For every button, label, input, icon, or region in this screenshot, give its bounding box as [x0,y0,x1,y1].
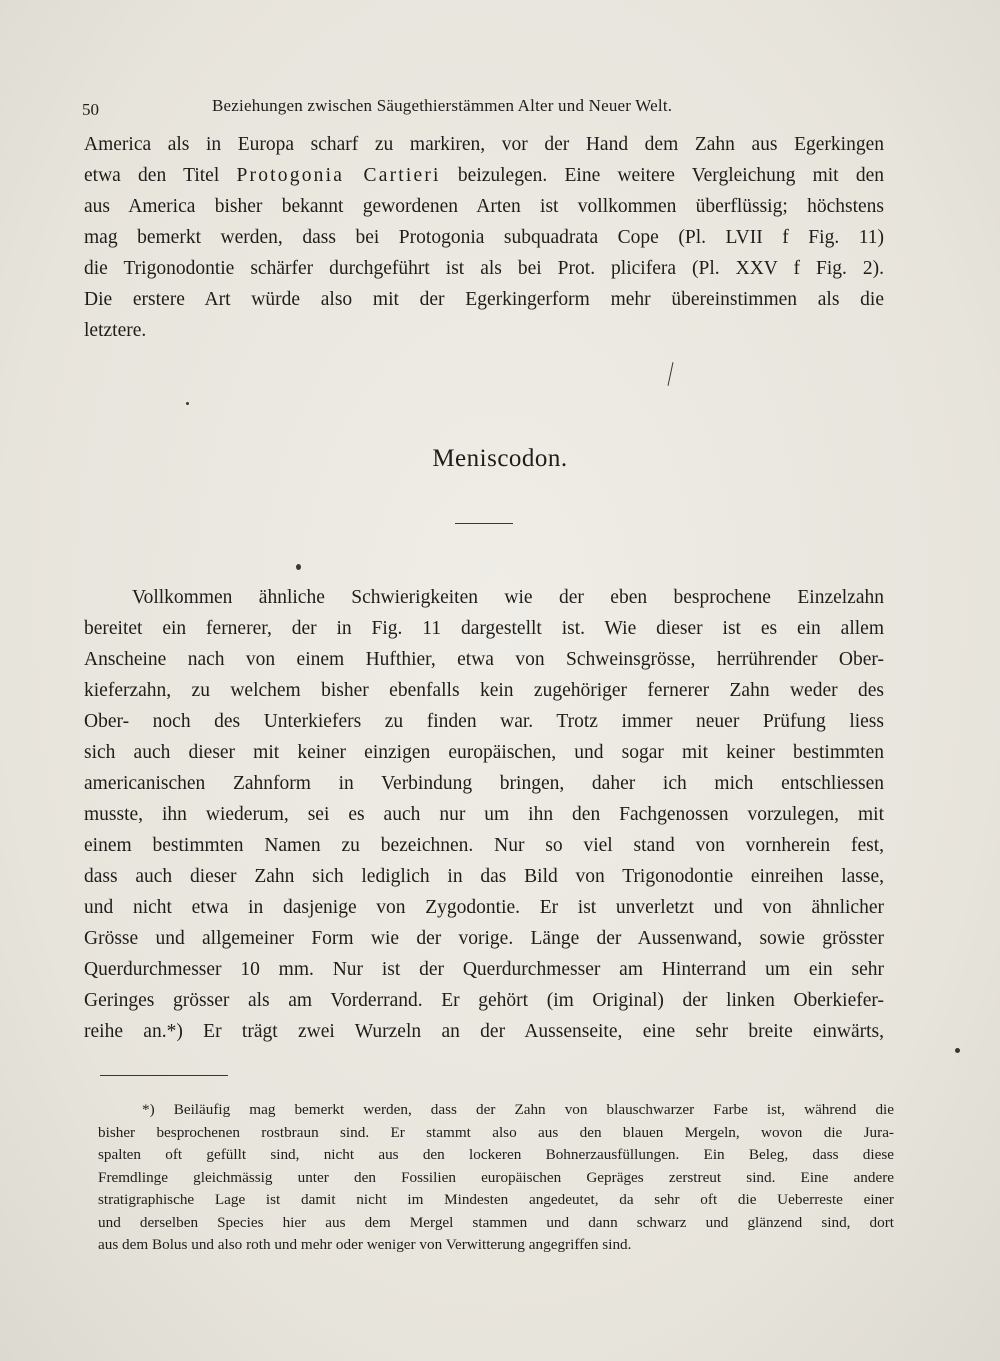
section-heading: Meniscodon. [432,445,568,472]
footnote-line: aus dem Bolus und also roth und mehr oder weniger von Verwitterung angegriffen sind. [98,1236,632,1253]
paragraph-line: Vollkommen ähnliche Schwierigkeiten wie der eben besprochene Einzelzahn [132,587,884,608]
ink-speck [186,402,189,405]
paragraph-line: letztere. [84,320,147,341]
paragraph-line: sich auch dieser mit keiner einzigen europäischen, und sogar mit keiner bestimmten [84,742,884,763]
footnote-divider [100,1075,228,1076]
running-title: Beziehungen zwischen Säugethierstämmen Alter und Neuer Welt. [212,96,673,115]
paragraph-line: bereitet ein fernerer, der in Fig. 11 dargestellt ist. Wie dieser ist es ein allem [84,618,884,639]
paragraph-line [84,160,884,191]
ink-speck [955,1048,960,1053]
paragraph-line: aus America bisher bekannt gewordenen Arten ist vollkommen überflüssig; höchstens [84,196,884,217]
footnote [98,1099,894,1257]
paragraph-line: Querdurchmesser 10 mm. Nur ist der Querdurchmesser am Hinterrand um ein sehr [84,959,884,980]
paragraph-line: America als in Europa scharf zu markiren, vor der Hand dem Zahn aus Egerkingen [84,134,884,155]
paragraph-protogonia [84,129,884,346]
paragraph-line: americanischen Zahnform in Verbindung bringen, daher ich mich entschliessen [84,773,884,794]
page-number: 50 [82,100,99,119]
text-run: etwa den Titel [84,165,237,186]
paragraph-line: Geringes grösser als am Vorderrand. Er gehört (im Original) der linken Oberkiefer- [84,990,884,1011]
paragraph-line: dass auch dieser Zahn sich lediglich in das Bild von Trigonodontie einreihen lasse, [84,866,884,887]
footnote-line: stratigraphische Lage ist damit nicht im Mindesten angedeutet, da sehr oft die Ueberreste einer [98,1191,894,1208]
ink-speck [296,564,301,570]
paragraph-line: Grösse und allgemeiner Form wie der vorige. Länge der Aussenwand, sowie grösster [84,928,884,949]
paragraph-line: einem bestimmten Namen zu bezeichnen. Nur so viel stand von vornherein fest, [84,835,884,856]
paragraph-line: musste, ihn wiederum, sei es auch nur um ihn den Fachgenossen vorzulegen, mit [84,804,884,825]
paragraph-meniscodon [84,582,884,1047]
footnote-line: bisher besprochenen rostbraun sind. Er stammt also aus den blauen Mergeln, wovon die Jura- [98,1123,894,1141]
page-header [82,96,882,122]
paragraph-line: Die erstere Art würde also mit der Egerkingerform mehr übereinstimmen als die [84,289,884,310]
paragraph-line: reihe an.*) Er trägt zwei Wurzeln an der Aussenseite, eine sehr breite einwärts, [84,1021,884,1042]
footnote-line: spalten oft gefüllt sind, nicht aus den lockeren Bohnerzausfüllungen. Ein Beleg, dass diese [98,1146,894,1163]
paragraph-line: Ober- noch des Unterkiefers zu finden war. Trotz immer neuer Prüfung liess [84,711,884,732]
footnote-line: *) Beiläufig mag bemerkt werden, dass der Zahn von blauschwarzer Farbe ist, während die [142,1101,894,1118]
pencil-mark [668,362,674,386]
paragraph-line: mag bemerkt werden, dass bei Protogonia subquadrata Cope (Pl. LVII f Fig. 11) [84,227,884,248]
paragraph-line: und nicht etwa in dasjenige von Zygodontie. Er ist unverletzt und von ähnlicher [84,897,884,918]
footnote-line: und derselben Species hier aus dem Mergel stammen und dann schwarz und glänzend sind, dort [98,1213,894,1231]
species-name: Protogonia Cartieri [236,165,441,186]
heading-divider [455,523,513,524]
paragraph-line: Anscheine nach von einem Hufthier, etwa von Schweinsgrösse, herrührender Ober- [84,649,884,670]
text-run: beizulegen. Eine weitere Vergleichung mit den [440,165,884,186]
footnote-line: Fremdlinge gleichmässig unter den Fossilien europäischen Gepräges zerstreut sind. Eine andere [98,1168,894,1186]
paragraph-line: die Trigonodontie schärfer durchgeführt ist als bei Prot. plicifera (Pl. XXV f Fig. 2). [84,258,884,279]
paragraph-line: kieferzahn, zu welchem bisher ebenfalls kein zugehöriger fernerer Zahn weder des [84,680,884,701]
